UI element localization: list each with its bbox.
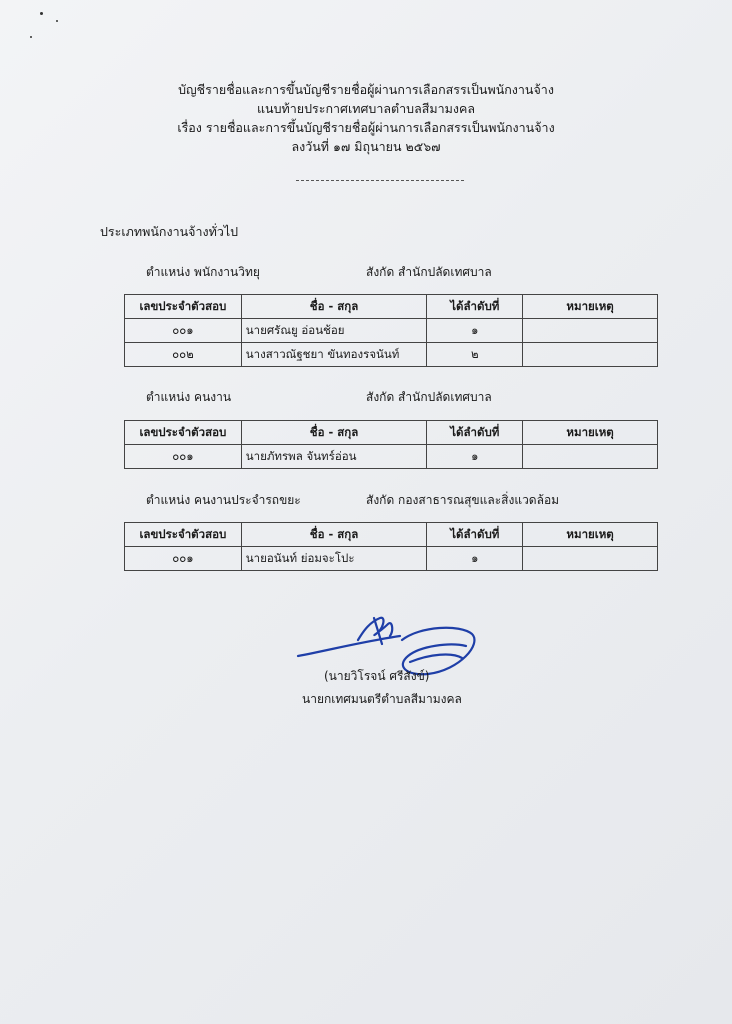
column-header-id: เลขประจำตัวสอบ xyxy=(125,421,242,445)
cell-exam-id: ๐๐๑ xyxy=(125,445,242,469)
department-label: สังกัด สำนักปลัดเทศบาล xyxy=(366,390,492,404)
column-header-id: เลขประจำตัวสอบ xyxy=(125,523,242,547)
signatory-title: นายกเทศมนตรีตำบลสีมามงคล xyxy=(302,692,462,706)
signature-strokes xyxy=(298,618,474,674)
department-label: สังกัด สำนักปลัดเทศบาล xyxy=(366,265,492,279)
table-header-row xyxy=(125,295,658,319)
column-header-name: ชื่อ - สกุล xyxy=(241,421,427,445)
cell-note xyxy=(523,343,658,367)
cell-note xyxy=(523,319,658,343)
table-row xyxy=(125,343,658,367)
cell-rank: ๑ xyxy=(427,445,523,469)
results-table xyxy=(124,420,658,469)
column-header-note: หมายเหตุ xyxy=(523,421,658,445)
table-header-row xyxy=(125,421,658,445)
table-row xyxy=(125,445,658,469)
table-row xyxy=(125,319,658,343)
header-title-line: บัญชีรายชื่อและการขึ้นบัญชีรายชื่อผู้ผ่านการเลือกสรรเป็นพนักงานจ้าง xyxy=(178,82,554,97)
column-header-rank: ได้ลำดับที่ xyxy=(427,523,523,547)
position-line xyxy=(146,491,560,510)
column-header-id: เลขประจำตัวสอบ xyxy=(125,295,242,319)
position-line xyxy=(146,263,492,282)
paper-speck xyxy=(30,36,32,38)
employee-category: ประเภทพนักงานจ้างทั่วไป xyxy=(100,224,239,239)
cell-exam-id: ๐๐๑ xyxy=(125,319,242,343)
signatory-name: (นายวิโรจน์ ศรีสังข์) xyxy=(324,669,430,683)
cell-full-name: นางสาวณัฐชยา ขันทองรจนันท์ xyxy=(241,343,427,367)
column-header-name: ชื่อ - สกุล xyxy=(241,295,427,319)
cell-exam-id: ๐๐๒ xyxy=(125,343,242,367)
position-line xyxy=(146,388,492,407)
cell-note xyxy=(523,547,658,571)
column-header-name: ชื่อ - สกุล xyxy=(241,523,427,547)
cell-rank: ๑ xyxy=(427,547,523,571)
cell-note xyxy=(523,445,658,469)
position-title: ตำแหน่ง คนงานประจำรถขยะ xyxy=(146,493,301,507)
cell-exam-id: ๐๐๑ xyxy=(125,547,242,571)
cell-full-name: นายศรัณยู อ่อนช้อย xyxy=(241,319,427,343)
header-divider xyxy=(296,180,464,181)
paper-speck xyxy=(40,12,43,15)
header-date-line: ลงวันที่ ๑๗ มิถุนายน ๒๕๖๗ xyxy=(291,139,441,154)
department-label: สังกัด กองสาธารณสุขและสิ่งแวดล้อม xyxy=(366,493,560,507)
document-header xyxy=(0,80,732,156)
table-row xyxy=(125,547,658,571)
paper-speck xyxy=(56,20,58,22)
position-title: ตำแหน่ง คนงาน xyxy=(146,390,232,404)
column-header-rank: ได้ลำดับที่ xyxy=(427,295,523,319)
table-header-row xyxy=(125,523,658,547)
results-table xyxy=(124,522,658,571)
cell-full-name: นายภัทรพล จันทร์อ่อน xyxy=(241,445,427,469)
column-header-note: หมายเหตุ xyxy=(523,295,658,319)
header-subject-line: เรื่อง รายชื่อและการขึ้นบัญชีรายชื่อผู้ผ่านการเลือกสรรเป็นพนักงานจ้าง xyxy=(177,120,555,135)
cell-rank: ๒ xyxy=(427,343,523,367)
position-title: ตำแหน่ง พนักงานวิทยุ xyxy=(146,265,260,279)
cell-rank: ๑ xyxy=(427,319,523,343)
cell-full-name: นายอนันท์ ย่อมจะโปะ xyxy=(241,547,427,571)
column-header-rank: ได้ลำดับที่ xyxy=(427,421,523,445)
results-table xyxy=(124,294,658,367)
column-header-note: หมายเหตุ xyxy=(523,523,658,547)
header-attachment-line: แนบท้ายประกาศเทศบาลตำบลสีมามงคล xyxy=(256,101,476,116)
